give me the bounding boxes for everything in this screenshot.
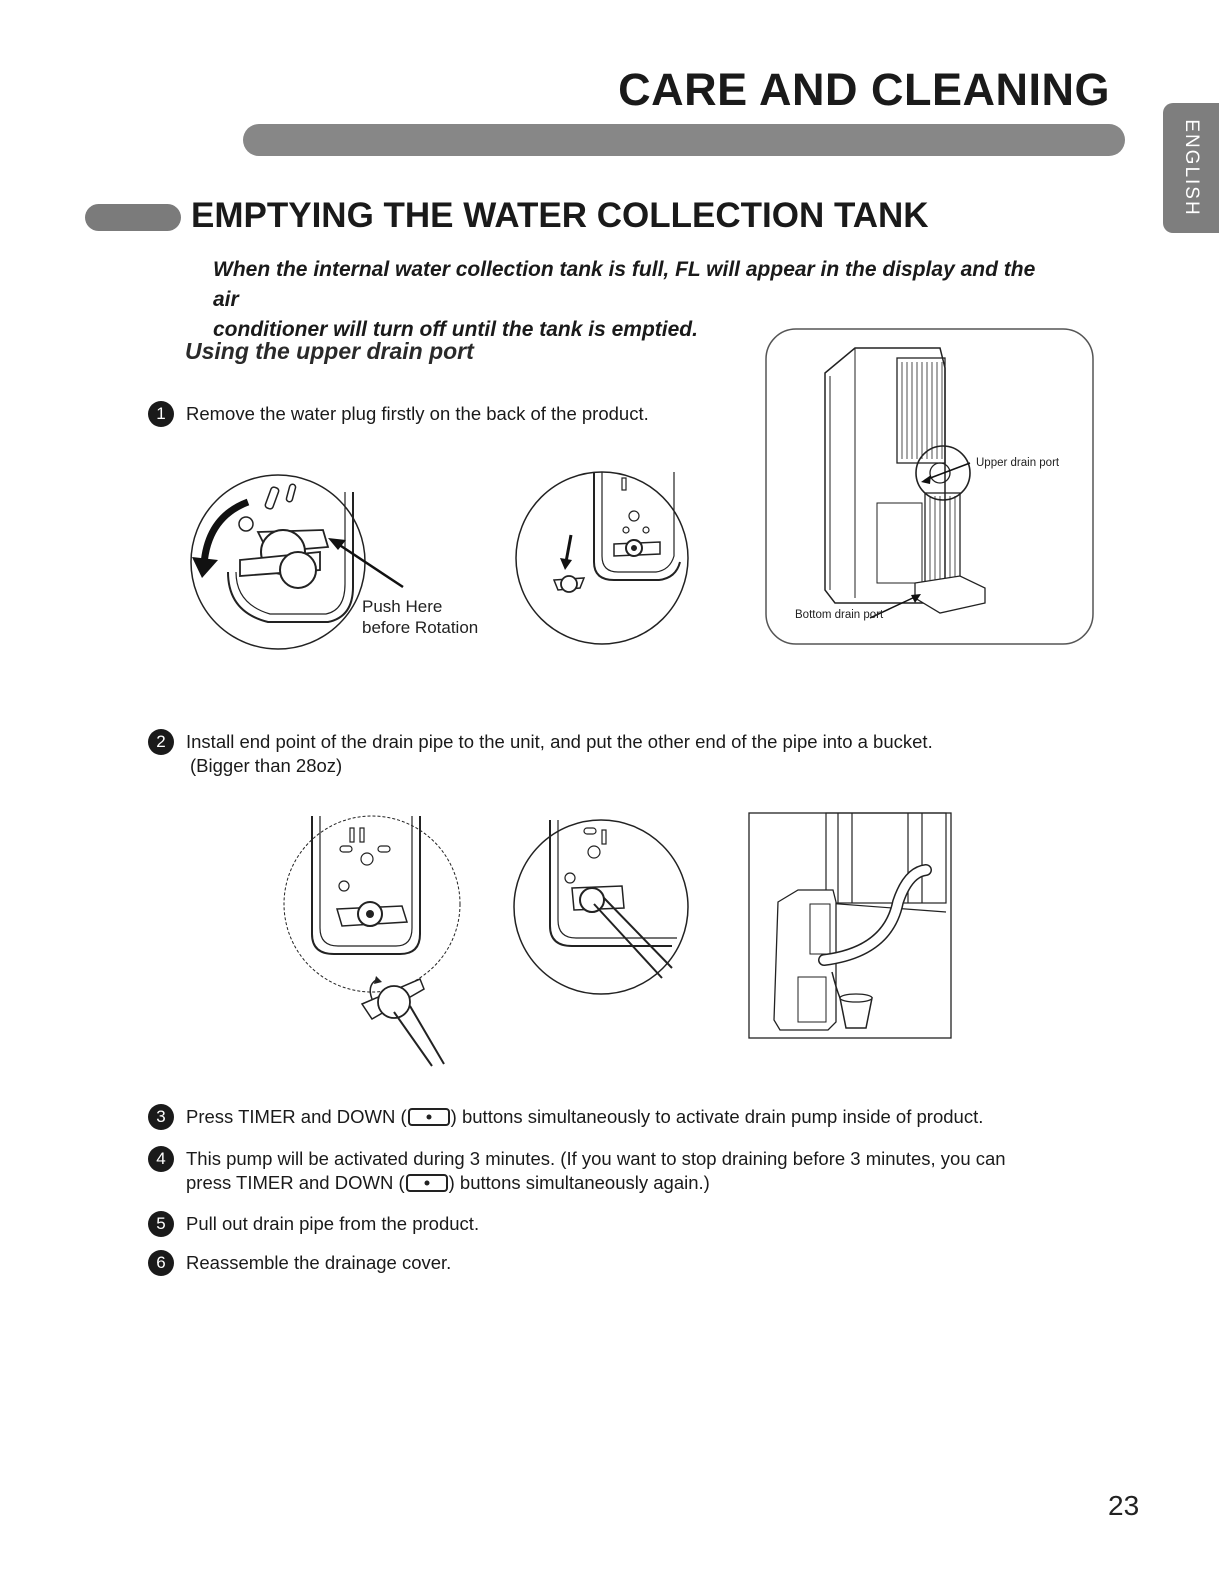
step-number: 3 [148, 1104, 174, 1130]
step-text: Reassemble the drainage cover. [186, 1252, 452, 1273]
down-button-icon [406, 1174, 448, 1192]
step-text [186, 1105, 983, 1130]
step-number: 1 [148, 401, 174, 427]
step-text-line-2 [186, 1171, 1006, 1195]
step-number: 5 [148, 1211, 174, 1237]
page-number: 23 [1108, 1490, 1140, 1521]
language-tab-label: ENGLISH [1181, 119, 1202, 217]
step-text-before: Press TIMER and DOWN ( [186, 1106, 407, 1127]
page-title: CARE AND CLEANING [618, 64, 1110, 115]
step-text-line-2: (Bigger than 28oz) [190, 755, 343, 776]
unit-drain-ports-illustration [765, 328, 1094, 645]
step-3 [148, 1105, 983, 1130]
step-2 [148, 730, 933, 778]
subheading: Using the upper drain port [185, 338, 474, 364]
step-4 [148, 1147, 1006, 1195]
step-text-before: press TIMER and DOWN ( [186, 1172, 405, 1193]
step-text-line-1: This pump will be activated during 3 minutes. (If you want to stop draining before 3 minutes, you can [186, 1148, 1006, 1169]
section-marker [85, 204, 181, 231]
language-tab[interactable] [1163, 103, 1219, 233]
step-number: 6 [148, 1250, 174, 1276]
upper-drain-port-label: Upper drain port [976, 457, 1060, 469]
pipe-attach-illustration [282, 814, 462, 1074]
header-bar [243, 124, 1125, 156]
section-title: EMPTYING THE WATER COLLECTION TANK [191, 196, 929, 235]
bottom-drain-port-label: Bottom drain port [795, 609, 884, 621]
plug-removed-illustration [514, 470, 690, 646]
step-text: Pull out drain pipe from the product. [186, 1213, 480, 1234]
plug-rotation-illustration [188, 472, 368, 652]
down-button-icon [408, 1108, 450, 1126]
push-here-line-2: before Rotation [362, 618, 479, 637]
intro-line-2: conditioner will turn off until the tank is emptied. [213, 318, 698, 341]
step-text [186, 730, 933, 778]
step-number: 4 [148, 1146, 174, 1172]
step-text-after: ) buttons simultaneously to activate drain pump inside of product. [450, 1106, 984, 1127]
pipe-attached-illustration [512, 818, 690, 996]
push-here-line-1: Push Here [362, 597, 443, 616]
step-number: 2 [148, 729, 174, 755]
step-6 [148, 1251, 451, 1276]
step-text: Remove the water plug firstly on the back of the product. [186, 403, 649, 424]
step-text-after: ) buttons simultaneously again.) [448, 1172, 710, 1193]
step-text-line-1: Install end point of the drain pipe to the unit, and put the other end of the pipe into a bucket. [186, 731, 933, 752]
step-text [186, 1147, 1006, 1195]
push-here-callout [362, 596, 478, 638]
step-1 [148, 402, 649, 427]
intro-line-1: When the internal water collection tank is full, FL will appear in the display and the air [213, 258, 1036, 311]
drain-to-bucket-illustration [748, 812, 952, 1039]
step-5 [148, 1212, 479, 1237]
